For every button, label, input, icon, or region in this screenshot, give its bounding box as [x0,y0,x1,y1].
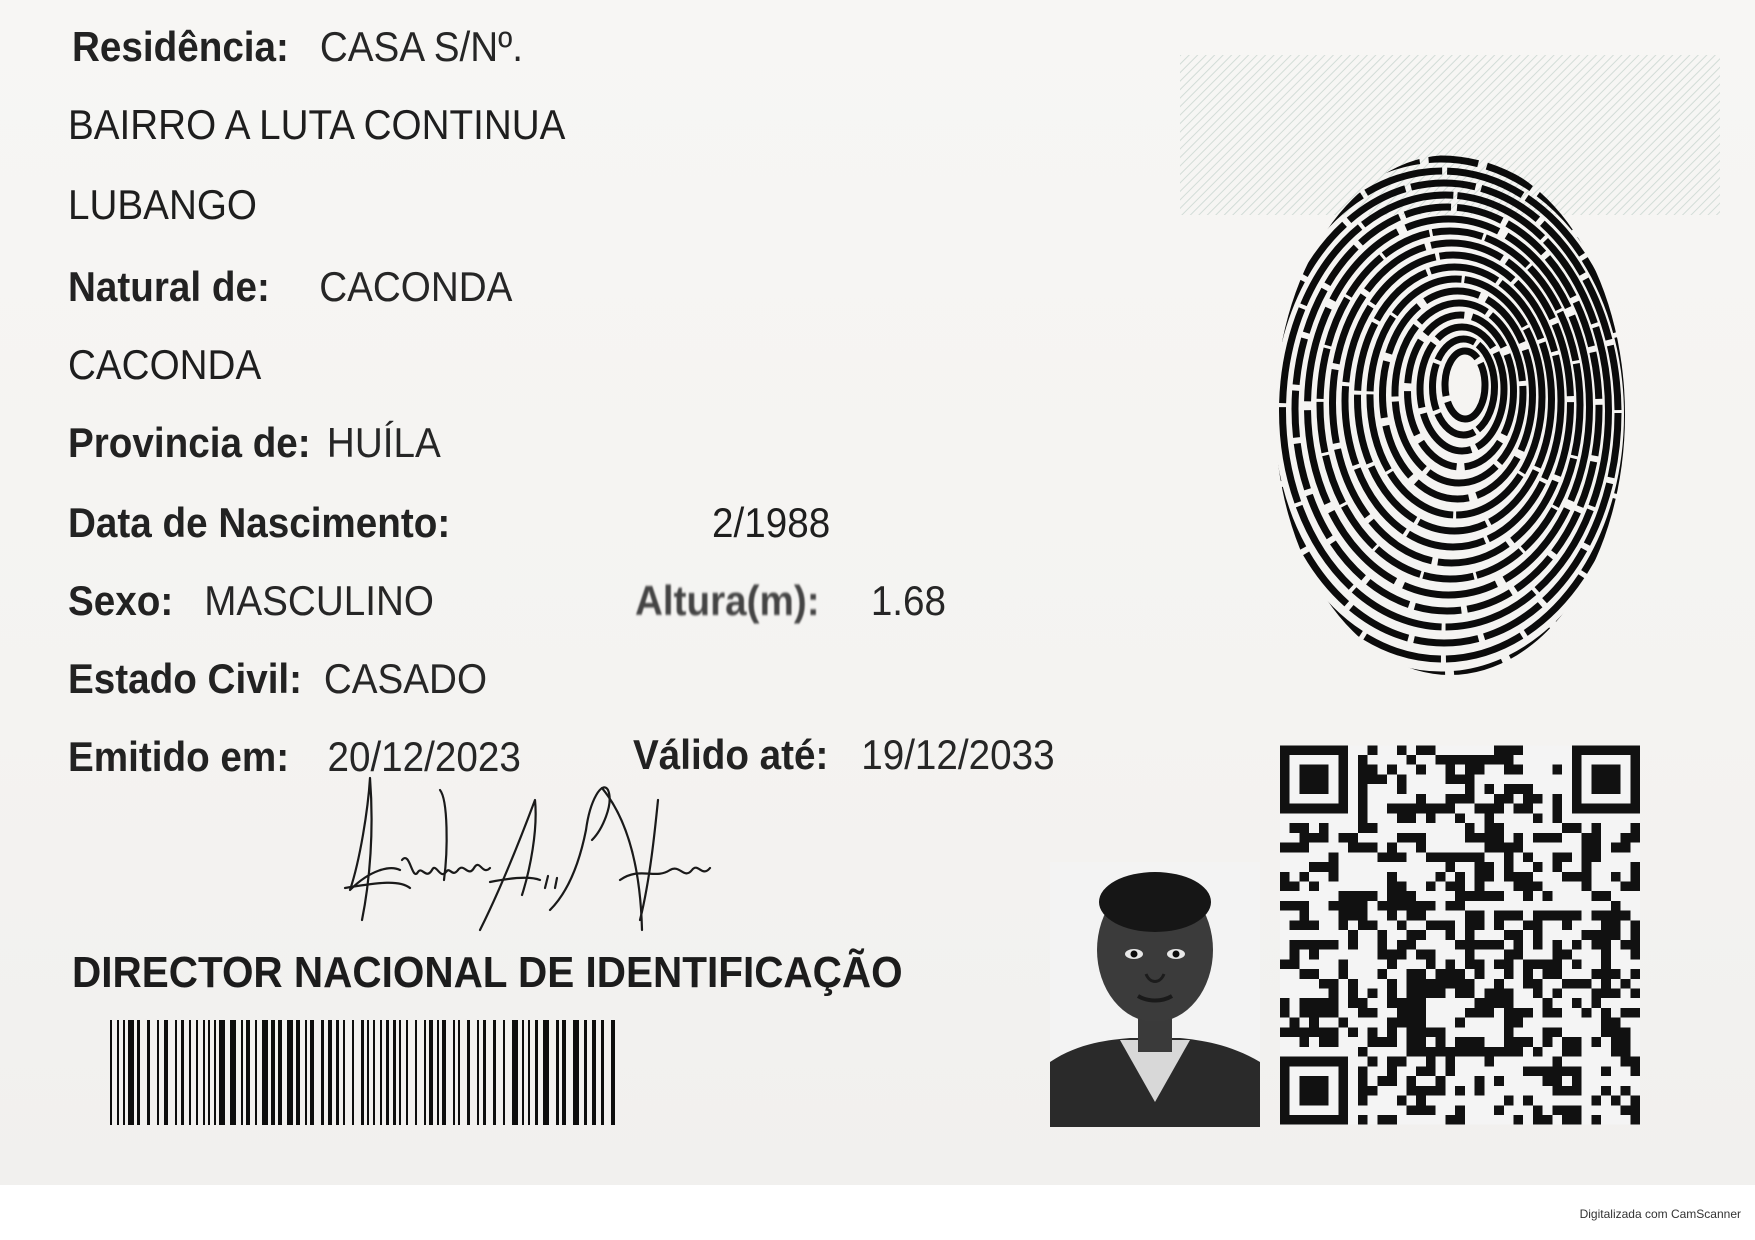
altura-value: 1.68 [870,577,947,624]
residencia-value: CASA S/Nº. [319,23,523,70]
nascimento-value: 2/1988 [712,499,831,546]
altura-row [635,576,946,626]
address-line-2: LUBANGO [68,181,257,228]
sexo-label: Sexo: [68,577,174,624]
provincia-label: Provincia de: [68,419,311,466]
residencia-label: Residência: [72,23,289,70]
nascimento-label: Data de Nascimento: [68,499,451,546]
sexo-row [68,576,434,626]
director-signature [340,770,760,945]
natural-label: Natural de: [68,263,270,310]
estado-civil-value: CASADO [323,655,488,702]
qr-code-icon [1280,745,1640,1125]
valido-label: Válido até: [633,731,829,778]
valido-value: 19/12/2033 [861,731,1055,778]
sexo-value: MASCULINO [204,577,434,624]
natural-value: CACONDA [319,263,513,310]
portrait-photo [1050,862,1260,1127]
altura-label: Altura(m): [635,577,820,624]
estado-civil-row [68,654,487,704]
emitido-label: Emitido em: [68,733,290,780]
residencia-row [72,22,523,72]
barcode-icon [110,1020,620,1125]
provincia-row [68,418,441,468]
scanner-watermark: Digitalizada com CamScanner [1579,1207,1741,1221]
provincia-value: HUÍLA [326,419,441,466]
natural-line-2: CACONDA [68,341,262,388]
fingerprint-icon [1180,55,1730,715]
nascimento-label-wrap [68,498,450,548]
estado-civil-label: Estado Civil: [68,655,303,702]
emitido-value: 20/12/2023 [327,733,521,780]
address-line-1: BAIRRO A LUTA CONTINUA [68,101,566,148]
natural-row [68,262,512,312]
director-title: DIRECTOR NACIONAL DE IDENTIFICAÇÃO [72,948,903,997]
